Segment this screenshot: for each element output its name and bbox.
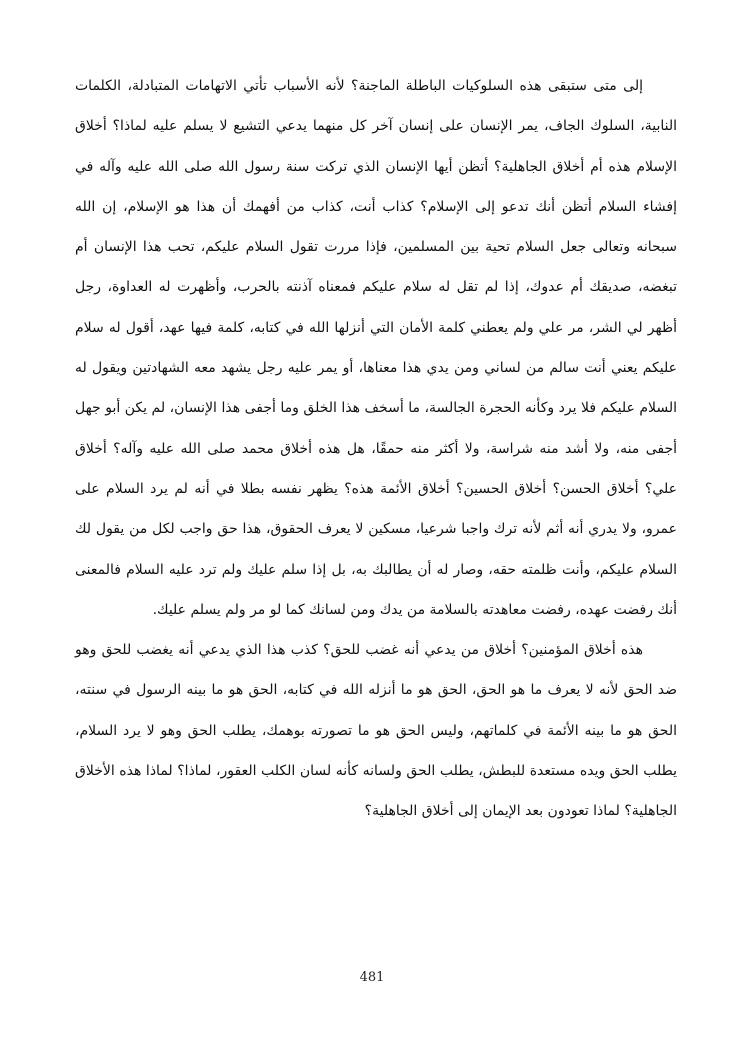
page-number: 481 [359,970,385,985]
paragraph-2: هذه أخلاق المؤمنين؟ أخلاق من يدعي أنه غضب للحق؟ كذب هذا الذي يدعي أنه يغضب للحق وهو ضد الحق لأنه لا يعرف ما هو الحق، الحق هو ما أنزله الله في كتابه، الحق هو ما بينه الرسول في سنته، الحق هو ما بينه الأئمة في كلماتهم، وليس الحق هو ما تصورته بوهمك، يطلب الحق وهو لا يرد السلام، يطلب الحق ويده مستعدة للبطش، يطلب الحق ولسانه كأنه لسان الكلب العقور، لماذا؟ لماذا هذه الأخلاق الجاهلية؟ لماذا تعودون بعد الإيمان إلى أخلاق الجاهلية؟ [75,642,677,820]
document-body [75,66,677,832]
paragraph-1: إلى متى ستبقى هذه السلوكيات الباطلة الماجنة؟ لأنه الأسباب تأتي الاتهامات المتبادلة، الكلمات النابية، السلوك الجاف، يمر الإنسان على إنسان آخر كل منهما يدعي التشيع لا يسلم عليه لماذا؟ أخلاق الإسلام هذه أم أخلاق الجاهلية؟ أتظن أيها الإنسان الذي تركت سنة رسول الله صلى الله عليه وآله في إفشاء السلام أتظن أنك تدعو إلى الإسلام؟ كذاب أنت، كذاب من أفهمك أن هذا هو الإسلام، إن الله سبحانه وتعالى جعل السلام تحية بين المسلمين، فإذا مررت تقول السلام عليكم، تحب هذا الإنسان أم تبغضه، صديقك أم عدوك، إذا لم تقل له سلام عليكم فمعناه آذنته بالحرب، وأظهرت له العداوة، رجل أظهر لي الشر، مر علي ولم يعطني كلمة الأمان التي أنزلها الله في كتابه، كلمة فيها عهد، أقول له سلام عليكم يعني أنت سالم من لساني ومن يدي هذا معناها، أو يمر عليه رجل يشهد معه الشهادتين ويقول له السلام عليكم فلا يرد وكأنه الحجرة الجالسة، ما أسخف هذا الخلق وما أجفى هذا الإنسان، لم يكن أبو جهل أجفى منه، ولا أشد منه شراسة، ولا أكثر منه حمقًا، هل هذه أخلاق محمد صلى الله عليه وآله؟ أخلاق علي؟ أخلاق الحسن؟ أخلاق الحسين؟ أخلاق الأئمة هذه؟ يظهر نفسه بطلا في أنه لم يرد السلام على عمرو، ولا يدري أنه أثم لأنه ترك واجبا شرعيا، مسكين لا يعرف الحقوق، هذا حق واجب لكل من يقول لك السلام عليكم، وأنت ظلمته حقه، وصار له أن يطالبك به، بل إذا سلم عليك ولم ترد عليه السلام فالمعنى أنك رفضت عهده، رفضت معاهدته بالسلامة من يدك ومن لسانك كما لو مر ولم يسلم عليك. [75,78,677,618]
